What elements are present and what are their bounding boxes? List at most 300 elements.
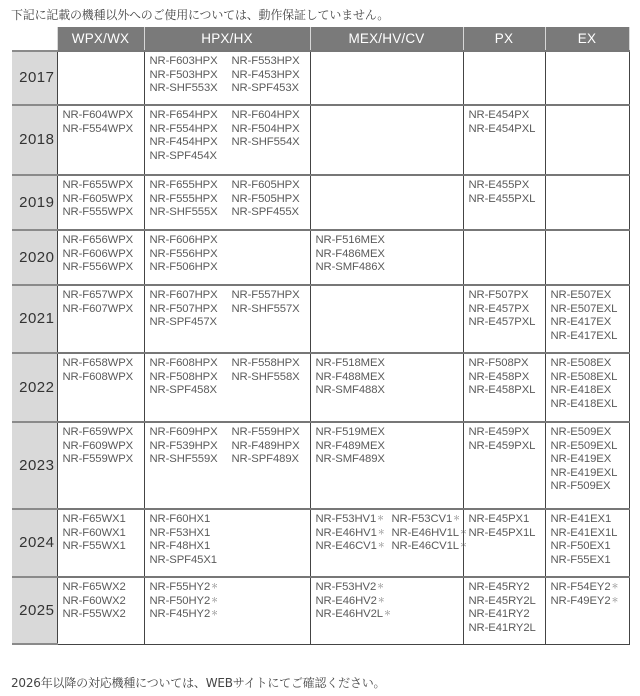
model-number-text: NR-F603HPX	[149, 55, 218, 67]
model-number	[551, 581, 629, 595]
model-number	[150, 371, 232, 385]
model-number-text: NR-SHF559X	[149, 453, 218, 465]
model-number-text: NR-F60WX2	[62, 594, 126, 607]
warranty-note: 下記に記載の機種以外へのご使用については、動作保証していません。	[11, 8, 390, 22]
model-number-text: NR-SHF554X	[231, 136, 300, 148]
model-number-text: NR-F507PX	[468, 289, 529, 301]
model-number	[551, 357, 629, 371]
model-number-text: NR-E417EX	[550, 316, 612, 328]
model-number-text: NR-F604HPX	[231, 109, 300, 121]
model-number	[551, 595, 629, 609]
wpx-wx-cell	[57, 230, 144, 285]
model-number-text: NR-F539HPX	[149, 439, 218, 452]
wpx-wx-cell	[57, 353, 144, 422]
model-number	[316, 384, 463, 398]
model-number	[232, 82, 310, 96]
hpx-hx-cell	[144, 175, 310, 230]
wpx-wx-cell	[57, 285, 144, 353]
model-number-text: NR-SPF455X	[231, 206, 299, 218]
mex-hv-cv-cell	[310, 285, 463, 353]
model-number-text: NR-F489HPX	[231, 439, 300, 452]
model-number-text: NR-F507HPX	[149, 302, 218, 315]
model-number-text: NR-E457PXL	[468, 316, 536, 328]
model-number	[316, 581, 463, 595]
model-number	[150, 248, 232, 262]
model-number-text: NR-F608HPX	[149, 357, 218, 369]
wpx-wx-cell	[57, 422, 144, 509]
model-number-text: NR-E508EX	[550, 357, 612, 369]
model-number	[469, 123, 545, 137]
asterisk-mark: ＊	[377, 515, 385, 522]
px-cell	[463, 353, 545, 422]
model-number	[150, 136, 232, 150]
model-number	[232, 289, 310, 303]
model-number	[232, 179, 310, 193]
model-number-text: NR-F558HPX	[231, 357, 300, 369]
table-row	[12, 353, 629, 422]
model-number-text: NR-F606HPX	[149, 234, 218, 246]
model-number-text: NR-E46HV2L	[315, 608, 383, 620]
ex-cell	[545, 285, 629, 353]
model-number-text: NR-F604WPX	[62, 109, 134, 121]
wpx-wx-cell	[57, 105, 144, 175]
model-number-text: NR-E458PX	[468, 370, 530, 383]
model-number	[551, 554, 629, 568]
asterisk-mark: ＊	[211, 596, 219, 604]
model-number-text: NR-F486MEX	[315, 247, 385, 260]
model-number-text: NR-F519MEX	[315, 426, 385, 438]
mex-hv-cv-cell	[310, 577, 463, 644]
px-cell	[463, 230, 545, 285]
model-number	[63, 608, 144, 622]
model-number-text: NR-F554WPX	[62, 122, 134, 135]
model-number-text: NR-SHF558X	[231, 370, 300, 383]
model-number	[469, 371, 545, 385]
model-number-text: NR-F659WPX	[62, 426, 134, 438]
model-number-text: NR-SPF458X	[149, 384, 217, 396]
model-number	[469, 357, 545, 371]
model-number	[551, 440, 629, 454]
header-corner	[12, 27, 57, 51]
model-number-text: NR-E45PX1L	[468, 526, 536, 539]
model-number	[551, 316, 629, 330]
asterisk-mark: ＊	[611, 583, 619, 590]
model-number-text: NR-E45RY2	[468, 581, 530, 593]
model-number	[63, 581, 144, 595]
year-cell: 2018	[12, 105, 57, 175]
model-number	[150, 179, 232, 193]
model-number	[63, 289, 144, 303]
px-cell	[463, 175, 545, 230]
table-row	[12, 51, 629, 105]
model-number	[232, 261, 310, 275]
model-number	[150, 608, 310, 622]
table-row	[12, 105, 629, 175]
model-number-text: NR-E457PX	[468, 302, 530, 315]
model-number	[551, 467, 629, 481]
hpx-hx-cell	[144, 509, 310, 577]
model-number	[469, 440, 545, 454]
asterisk-mark: ＊	[611, 596, 619, 604]
model-number-text: NR-SPF45X1	[149, 553, 217, 566]
px-cell	[463, 577, 545, 644]
model-number	[232, 193, 310, 207]
model-number	[150, 554, 310, 568]
model-number-text: NR-F53HV2	[315, 581, 377, 593]
model-number	[150, 527, 310, 541]
model-number-text: NR-F508HPX	[149, 370, 218, 383]
model-number-text: NR-E454PX	[468, 109, 530, 121]
model-number	[232, 69, 310, 83]
model-number-text: NR-E41EX1	[550, 513, 612, 525]
model-number-text: NR-F504HPX	[231, 122, 300, 135]
model-number	[469, 179, 545, 193]
model-number-text: NR-F53HX1	[149, 526, 211, 539]
model-number	[551, 453, 629, 467]
model-number	[469, 109, 545, 123]
model-number-text: NR-E46CV1L	[391, 540, 459, 552]
model-number	[63, 371, 144, 385]
model-number	[316, 540, 392, 554]
table-row	[12, 285, 629, 353]
mex-hv-cv-cell	[310, 509, 467, 577]
model-number	[63, 426, 144, 440]
model-number	[551, 330, 629, 344]
model-number	[551, 289, 629, 303]
model-number	[63, 540, 144, 554]
model-number-text: NR-F453HPX	[231, 68, 300, 81]
model-number-text: NR-E45RY2L	[468, 594, 536, 607]
model-list	[150, 109, 310, 163]
model-number	[63, 123, 144, 137]
wpx-wx-cell	[57, 51, 144, 105]
model-number	[150, 82, 232, 96]
asterisk-mark: ＊	[459, 542, 467, 549]
model-number	[63, 453, 144, 467]
model-number-text: NR-F605WPX	[62, 192, 134, 205]
table-row	[12, 230, 629, 285]
model-number	[316, 371, 463, 385]
model-number	[316, 453, 463, 467]
mex-hv-cv-cell	[310, 353, 463, 422]
model-number	[551, 540, 629, 554]
model-list	[150, 179, 310, 220]
model-number-text: NR-F655HPX	[149, 179, 218, 191]
model-number-text: NR-F608WPX	[62, 370, 134, 383]
model-number	[551, 480, 629, 494]
asterisk-mark: ＊	[377, 528, 385, 536]
year-cell: 2022	[12, 353, 57, 422]
model-number-text: NR-F55WX1	[62, 540, 126, 552]
model-number	[150, 303, 232, 317]
model-number-text: NR-F605HPX	[231, 179, 300, 191]
model-number	[150, 123, 232, 137]
model-number-text: NR-E418EX	[550, 384, 612, 396]
model-number-text: NR-E41RY2	[468, 608, 530, 620]
asterisk-mark: ＊	[211, 610, 219, 617]
model-number-text: NR-F556HPX	[149, 247, 218, 260]
model-number	[551, 384, 629, 398]
model-number	[551, 303, 629, 317]
model-number	[232, 123, 310, 137]
model-number	[150, 261, 232, 275]
model-number	[63, 109, 144, 123]
model-number-text: NR-E41RY2L	[468, 621, 536, 634]
model-number	[150, 426, 232, 440]
ex-cell	[545, 51, 629, 105]
model-number	[63, 595, 144, 609]
asterisk-mark: ＊	[383, 610, 391, 617]
model-number-text: NR-F505HPX	[231, 192, 300, 205]
model-number	[63, 193, 144, 207]
mex-hv-cv-cell	[310, 422, 463, 509]
column-header-hpx-hx: HPX/HX	[144, 27, 310, 51]
model-number-text: NR-F559HPX	[231, 426, 300, 438]
table-row	[12, 509, 629, 577]
model-number-text: NR-F607HPX	[149, 289, 218, 301]
mex-hv-cv-cell	[310, 51, 463, 105]
model-number-text: NR-E45PX1	[468, 513, 530, 525]
model-number-text: NR-F555HPX	[149, 192, 218, 205]
model-number	[150, 69, 232, 83]
model-number-text: NR-F609WPX	[62, 439, 134, 452]
hpx-hx-cell	[144, 353, 310, 422]
model-number	[63, 248, 144, 262]
model-number	[150, 234, 232, 248]
ex-cell	[545, 422, 629, 509]
model-number	[150, 440, 232, 454]
model-number	[469, 622, 545, 636]
wpx-wx-cell	[57, 509, 144, 577]
model-number	[469, 513, 545, 527]
hpx-hx-cell	[144, 577, 310, 644]
model-number-text: NR-E508EXL	[550, 370, 618, 383]
model-number-text: NR-F556WPX	[62, 261, 134, 273]
model-number-text: NR-F509EX	[550, 480, 611, 492]
model-number	[469, 595, 545, 609]
year-cell: 2019	[12, 175, 57, 230]
model-number-text: NR-F55HY2	[149, 581, 211, 593]
ex-cell	[545, 577, 629, 644]
model-number-text: NR-E455PXL	[468, 192, 536, 205]
model-number	[150, 109, 232, 123]
model-number-text: NR-F53HV1	[315, 513, 377, 525]
px-cell	[463, 105, 545, 175]
model-list	[150, 426, 310, 467]
model-number-text: NR-F553HPX	[231, 55, 300, 67]
model-number-text: NR-F655WPX	[62, 179, 134, 191]
hpx-hx-cell	[144, 422, 310, 509]
model-number	[150, 453, 232, 467]
px-cell	[463, 509, 545, 577]
ex-cell	[545, 105, 629, 175]
model-number	[316, 234, 463, 248]
table-body	[12, 51, 629, 644]
model-number-text: NR-E46HV1L	[391, 526, 459, 539]
wpx-wx-cell	[57, 577, 144, 644]
year-cell: 2020	[12, 230, 57, 285]
asterisk-mark: ＊	[211, 583, 219, 590]
model-number-text: NR-E459PX	[468, 426, 530, 438]
model-number-text: NR-F606WPX	[62, 247, 134, 260]
px-cell	[463, 422, 545, 509]
model-number	[150, 55, 232, 69]
column-header-ex: EX	[545, 27, 629, 51]
model-number-text: NR-F454HPX	[149, 136, 218, 148]
model-list	[315, 513, 467, 554]
model-number	[63, 206, 144, 220]
model-number	[150, 384, 232, 398]
model-number	[551, 426, 629, 440]
model-number	[232, 109, 310, 123]
model-number	[150, 289, 232, 303]
model-list	[150, 234, 310, 275]
model-number-text: NR-F559WPX	[62, 453, 134, 465]
px-cell	[463, 285, 545, 353]
model-number	[316, 248, 463, 262]
model-number	[316, 261, 463, 275]
model-number-text: NR-SHF557X	[231, 302, 300, 315]
ex-cell	[545, 509, 629, 577]
model-number	[392, 527, 467, 541]
asterisk-mark: ＊	[459, 528, 467, 536]
model-number	[232, 357, 310, 371]
model-number	[392, 513, 467, 527]
model-number-text: NR-SPF454X	[149, 149, 217, 162]
model-number	[551, 513, 629, 527]
model-number-text: NR-E46CV1	[315, 540, 377, 552]
model-number-text: NR-F654HPX	[149, 109, 218, 121]
model-number-text: NR-F607WPX	[62, 302, 134, 315]
model-number-text: NR-F489MEX	[315, 439, 385, 452]
model-number	[150, 357, 232, 371]
model-number	[232, 206, 310, 220]
mex-hv-cv-cell	[310, 175, 463, 230]
model-number	[469, 608, 545, 622]
model-number	[469, 289, 545, 303]
hpx-hx-cell	[144, 51, 310, 105]
model-number-text: NR-E507EX	[550, 289, 612, 301]
model-number	[232, 440, 310, 454]
model-number-text: NR-F503HPX	[149, 68, 218, 81]
model-number-text: NR-F45HY2	[149, 608, 211, 620]
ex-cell	[545, 175, 629, 230]
model-number-text: NR-F50EX1	[550, 540, 611, 552]
model-number	[316, 426, 463, 440]
model-number-text: NR-E417EXL	[550, 329, 618, 342]
model-number	[232, 303, 310, 317]
asterisk-mark: ＊	[377, 542, 385, 549]
model-number	[150, 193, 232, 207]
model-number	[316, 513, 392, 527]
model-number-text: NR-E419EX	[550, 453, 612, 465]
future-models-note: 2026年以降の対応機種については、WEBサイトにてご確認ください。	[11, 676, 386, 690]
model-list	[150, 357, 310, 398]
column-header-mex-hv-cv: MEX/HV/CV	[310, 27, 463, 51]
table-header-row	[12, 27, 629, 51]
model-number-text: NR-F609HPX	[149, 426, 218, 438]
model-number	[150, 581, 310, 595]
model-number	[232, 136, 310, 150]
model-number-text: NR-E459PXL	[468, 439, 536, 452]
asterisk-mark: ＊	[377, 583, 385, 590]
model-number	[232, 234, 310, 248]
model-number	[150, 513, 310, 527]
column-header-wpx-wx: WPX/WX	[57, 27, 144, 51]
model-number-text: NR-E46HV1	[315, 526, 377, 539]
model-number-text: NR-F65WX2	[62, 581, 126, 593]
model-number-text: NR-F65WX1	[62, 513, 126, 525]
model-number	[232, 371, 310, 385]
year-cell: 2021	[12, 285, 57, 353]
model-number	[150, 206, 232, 220]
model-number-text: NR-E419EXL	[550, 466, 618, 479]
mex-hv-cv-cell	[310, 105, 463, 175]
model-number-text: NR-E41EX1L	[550, 526, 618, 539]
model-number	[63, 261, 144, 275]
model-number	[316, 608, 463, 622]
model-number	[469, 384, 545, 398]
mex-hv-cv-cell	[310, 230, 463, 285]
model-number-text: NR-F55WX2	[62, 608, 126, 620]
model-number	[63, 357, 144, 371]
model-number-text: NR-E507EXL	[550, 302, 618, 315]
model-number	[63, 440, 144, 454]
model-number	[469, 581, 545, 595]
year-cell: 2023	[12, 422, 57, 509]
wpx-wx-cell	[57, 175, 144, 230]
model-number-text: NR-E418EXL	[550, 397, 618, 410]
model-number-text: NR-SMF488X	[315, 384, 385, 396]
model-list	[150, 55, 310, 96]
model-number-text: NR-E509EXL	[550, 439, 618, 452]
model-list	[150, 289, 310, 330]
model-number-text: NR-F506HPX	[149, 261, 218, 273]
ex-cell	[545, 353, 629, 422]
model-number	[551, 527, 629, 541]
model-number-text: NR-F518MEX	[315, 357, 385, 369]
model-number	[316, 440, 463, 454]
model-number-text: NR-SMF486X	[315, 261, 385, 273]
model-number-text: NR-F48HX1	[149, 540, 211, 552]
model-number	[469, 527, 545, 541]
model-number	[469, 426, 545, 440]
model-number	[150, 595, 310, 609]
model-number	[469, 303, 545, 317]
model-number-text: NR-F53CV1	[391, 513, 453, 525]
hpx-hx-cell	[144, 285, 310, 353]
model-number	[392, 540, 467, 554]
model-number-text: NR-F554HPX	[149, 122, 218, 135]
model-number-text: NR-F656WPX	[62, 234, 134, 246]
hpx-hx-cell	[144, 230, 310, 285]
model-number-text: NR-SHF555X	[149, 206, 218, 218]
model-number	[150, 540, 310, 554]
model-number-text: NR-E46HV2	[315, 594, 377, 607]
model-number-text: NR-SPF453X	[231, 82, 299, 94]
model-number-text: NR-SHF553X	[149, 82, 218, 94]
model-number-text: NR-F516MEX	[315, 234, 385, 246]
model-number	[316, 357, 463, 371]
px-cell	[463, 51, 545, 105]
model-number	[150, 316, 232, 330]
year-cell: 2024	[12, 509, 57, 577]
model-number	[63, 303, 144, 317]
year-cell: 2025	[12, 577, 57, 644]
model-number-text: NR-F60WX1	[62, 526, 126, 539]
year-cell: 2017	[12, 51, 57, 105]
model-number	[232, 248, 310, 262]
